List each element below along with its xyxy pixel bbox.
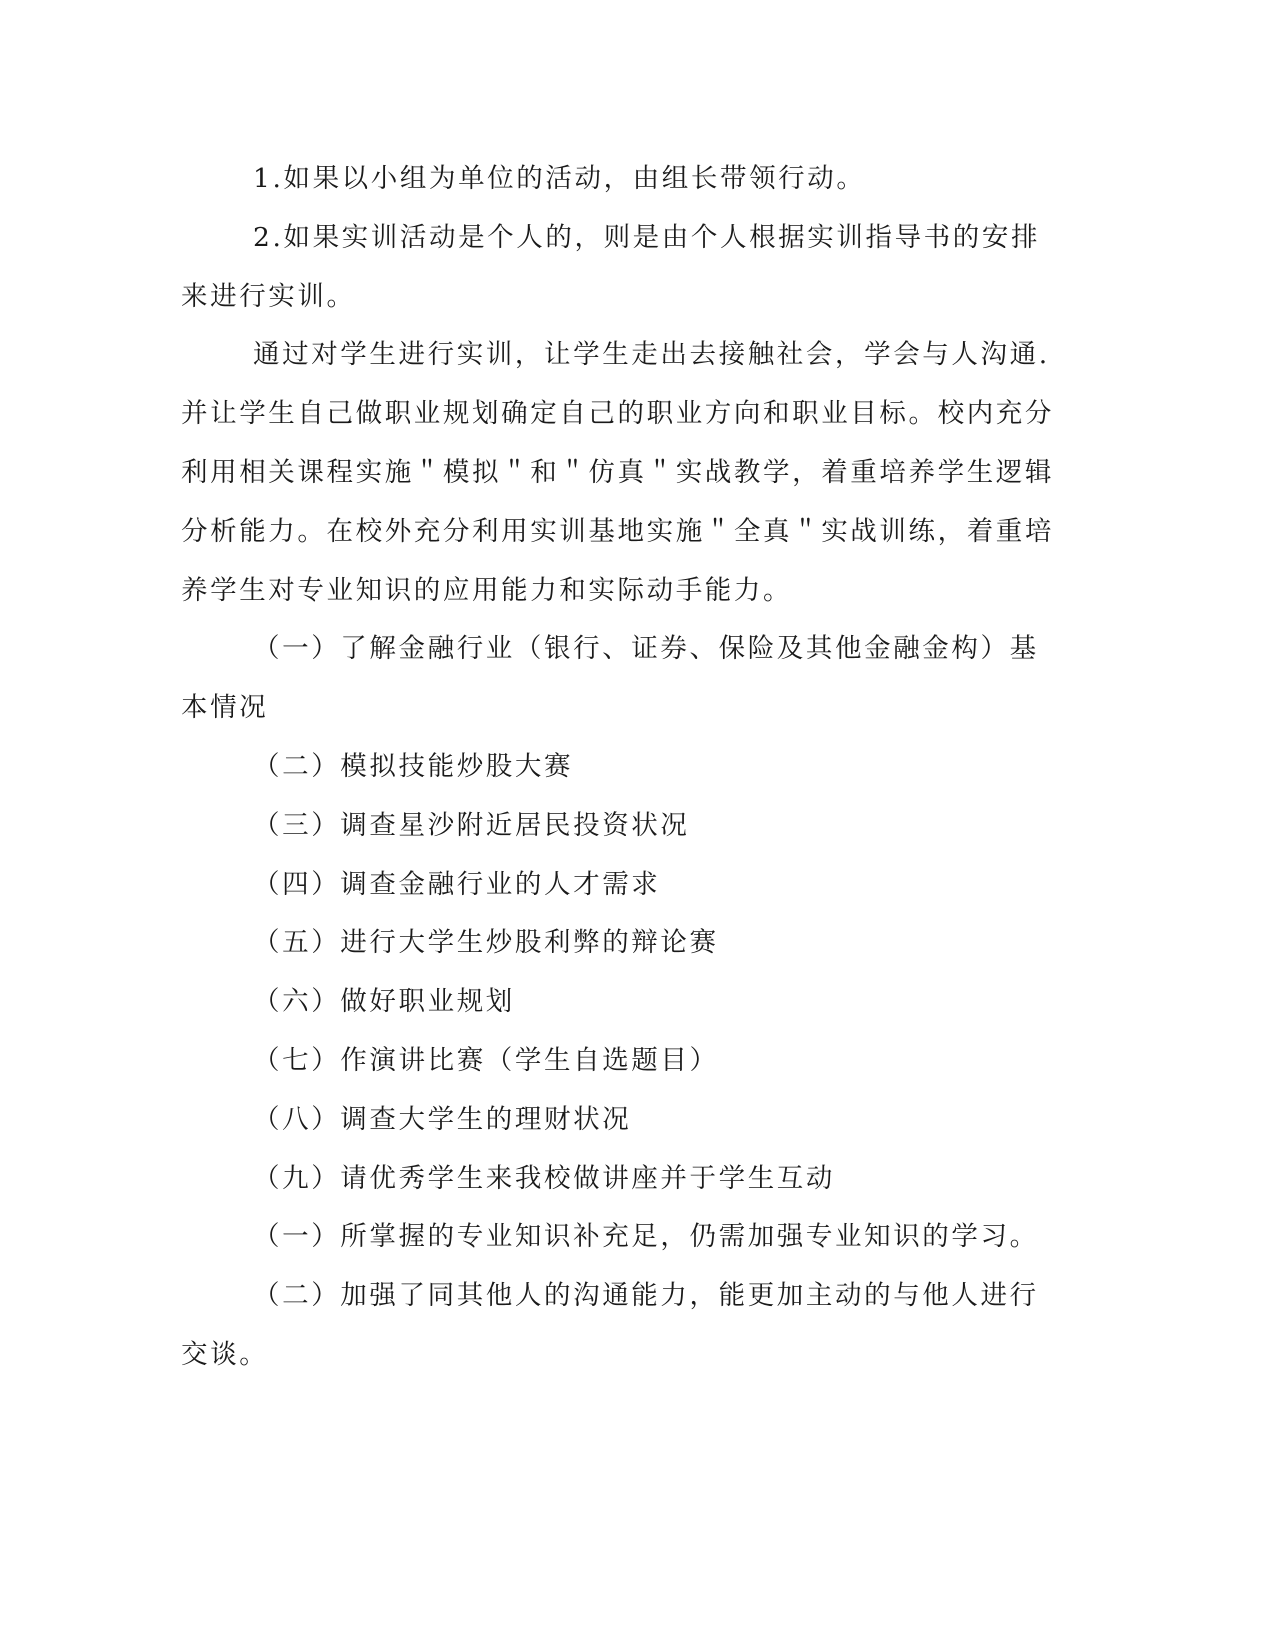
list-item-4: （四）调查金融行业的人才需求 bbox=[253, 868, 661, 900]
summary-item-1: （一）所掌握的专业知识补充足，仍需加强专业知识的学习。 bbox=[253, 1221, 1039, 1253]
document-body bbox=[181, 150, 1061, 1385]
list-item-8: （八）调查大学生的理财状况 bbox=[253, 1103, 632, 1135]
list-item-9: （九）请优秀学生来我校做讲座并于学生互动 bbox=[253, 1162, 835, 1194]
paragraph-training-purpose: 通过对学生进行实训，让学生走出去接触社会，学会与人沟通.并让学生自己做职业规划确定自己的职业方向和职业目标。校内充分利用相关课程实施＂模拟＂和＂仿真＂实战教学，着重培养学生逻辑分析能力。在校外充分利用实训基地实施＂全真＂实战训练，着重培养学生对专业知识的应用能力和实际动手能力。 bbox=[181, 339, 1054, 606]
paragraph-individual-activity: 2.如果实训活动是个人的，则是由个人根据实训指导书的安排来进行实训。 bbox=[181, 221, 1041, 312]
list-item-7: （七）作演讲比赛（学生自选题目） bbox=[253, 1044, 719, 1076]
list-item-3: （三）调查星沙附近居民投资状况 bbox=[253, 809, 690, 841]
list-item-2: （二）模拟技能炒股大赛 bbox=[253, 750, 574, 782]
list-item-6: （六）做好职业规划 bbox=[253, 986, 515, 1018]
list-item-5: （五）进行大学生炒股利弊的辩论赛 bbox=[253, 927, 719, 959]
list-item-1: （一）了解金融行业（银行、证券、保险及其他金融金构）基本情况 bbox=[181, 633, 1039, 724]
summary-item-2: （二）加强了同其他人的沟通能力，能更加主动的与他人进行交谈。 bbox=[181, 1280, 1039, 1370]
paragraph-group-activity: 1.如果以小组为单位的活动，由组长带领行动。 bbox=[253, 163, 866, 194]
